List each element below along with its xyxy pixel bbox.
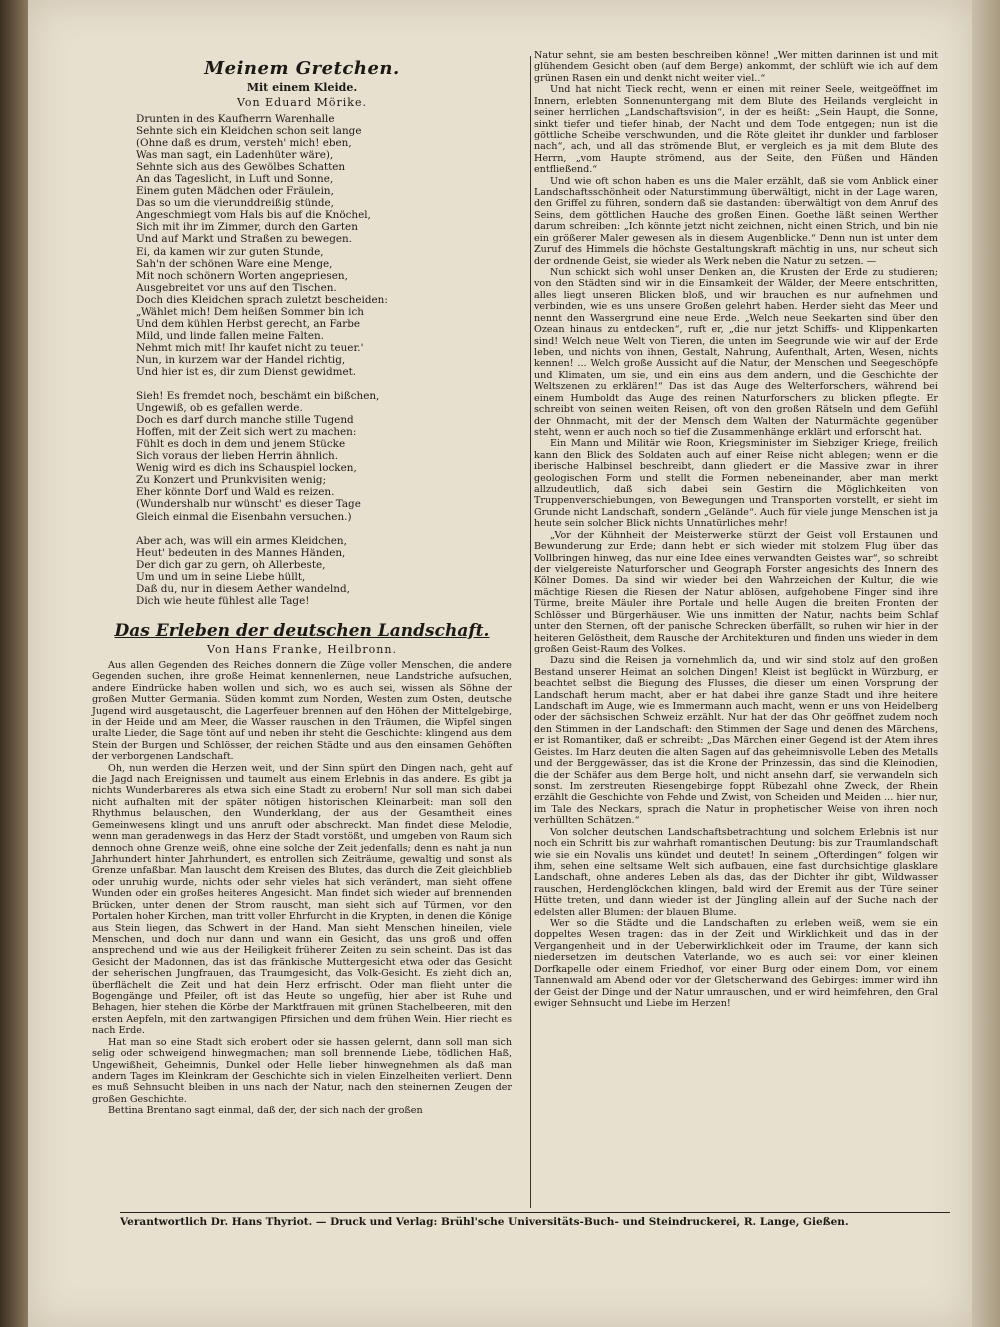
poem-stanza [136, 390, 512, 523]
poem-line: Sehnte sich aus des Gewölbes Schatten [136, 161, 346, 174]
poem-line: Angeschmiegt vom Hals bis auf die Knöchel, [136, 209, 371, 222]
poem-line: Und auf Markt und Straßen zu bewegen. [136, 233, 353, 246]
poem-line: Gleich einmal die Eisenbahn versuchen.) [136, 510, 352, 523]
poem-line: Sich voraus der lieben Herrin ähnlich. [136, 450, 339, 463]
poem-line: „Wählet mich! Dem heißen Sommer bin ich [136, 305, 364, 318]
poem-line: An das Tageslicht, in Luft und Sonne, [136, 173, 334, 186]
poem-line: Sieh! Es fremdet noch, beschämt ein bißchen, [136, 390, 380, 403]
poem-line: Sehnte sich ein Kleidchen schon seit lange [136, 125, 362, 138]
poem-stanza [136, 535, 512, 607]
poem-line: Und dem kühlen Herbst gerecht, an Farbe [136, 317, 361, 330]
poem-body [136, 113, 512, 607]
article-paragraph: Aus allen Gegenden des Reiches donnern die Züge voller Menschen, die andere Gegenden suchen, ihre große Heimat kennenlernen, neue Landstriche aufsuchen, andere Eindrücke haben wollen und sich, wo es auch sei, wissen als Söhne der großen Mutter Germania. Süden kommt zum Norden, Westen zum Osten, deutsche Jugend wird ausgetauscht, die Lagerfeuer brennen auf den Höhen der Mittelgebirge, in der Heide und am Meer, die Wasser rauschen in den Träumen, die Wipfel singen uralte Lieder, die Sage tönt auf und neben ihr steht die Geschichte: klingend aus dem Stein der Burgen und Schlösser, der reichen Städte und aus den einsamen Gehöften der verborgenen Landschaft. [92, 659, 512, 763]
poem-line: Was man sagt, ein Ladenhüter wäre), [136, 149, 334, 162]
poem-line: Sich mit ihr im Zimmer, durch den Garten [136, 221, 358, 234]
poem-line: Hoffen, mit der Zeit sich wert zu machen: [136, 426, 357, 439]
footer-rule [120, 1212, 950, 1213]
poem-line: Doch dies Kleidchen sprach zuletzt bescheiden: [136, 293, 388, 306]
article-paragraph: „Vor der Kühnheit der Meisterwerke stürzt der Geist voll Erstaunen und Bewunderung zur Erde; dann hebt er sich wieder mit stolzem Flug über das Vollbringen hinweg, das nur eine Idee eines verwandten Geistes war“, so schreibt der vielgereiste Naturforscher und Geograph Forster angesichts des Innern des Kölner Domes. Da sind wir wieder bei den Wahrzeichen der Kultur, die wie mächtige Riesen die Riesen der Natur ablösen, aufgehobene Finger sind ihre Türme, breite Mäuler ihre Portale und helle Augen die breiten Fronten der Schlösser und Bürgerhäuser. Wie uns inmitten der Natur, nachts beim Schlaf unter den Sternen, oft der panische Schrecken überfällt, so ruhen wir hier in der heiteren Gelöstheit, dem Rausche der Architekturen und finden uns wieder in dem großen Geist-Raum des Volkes. [534, 529, 938, 655]
poem-line: Drunten in des Kaufherrn Warenhalle [136, 113, 335, 125]
poem-line: (Wundershalb nur wünscht' es dieser Tage [136, 498, 361, 511]
left-column [92, 50, 512, 1117]
poem-line: Eher könnte Dorf und Wald es reizen. [136, 486, 335, 499]
poem-line: Nehmt mich mit! Ihr kaufet nicht zu teuer.' [136, 341, 364, 354]
poem-subtitle: Mit einem Kleide. [246, 81, 358, 94]
article-right-text [520, 50, 938, 1009]
article-paragraph: Hat man so eine Stadt sich erobert oder sie hassen gelernt, dann soll man sich selig oder schweigend hinwegmachen; man soll brennende Liebe, tödlichen Haß, Ungewißheit, Geheimnis, Dunkel oder Helle lieber hinwegnehmen als daß man andern Tages im Kleinkram der Geschichte sich in vielen Einzelheiten verliert. Denn es muß Sehnsucht bleiben in uns nach der Natur, nach den steinernen Zeugen der großen Geschichte. [92, 1036, 512, 1105]
poem-line: Nun, in kurzem war der Handel richtig, [136, 353, 346, 366]
poem-title: Meinem Gretchen. [204, 58, 400, 79]
article-paragraph: Ein Mann und Militär wie Roon, Kriegsminister im Siebziger Kriege, freilich kann den Blick des Soldaten auch auf einer Reise nicht ablegen; wenn er die iberische Halbinsel beschreibt, dann gliedert er die Massive zwar in ihrer geologischen Form und stellt die Formen nebeneinander, aber man merkt allzudeutlich, daß sich dabei sein Gestirn die Möglichkeiten von Truppenverschiebungen, von Bewegungen und Transporten vorstellt, er sieht im Grunde nicht Landschaft, sondern „Gelände“. Auch für viele junge Menschen ist ja heute sein solcher Blick nichts Unnatürliches mehr! [534, 438, 938, 530]
poem-line: Fühlt es doch in dem und jenem Stücke [136, 438, 346, 451]
article-paragraph: Natur sehnt, sie am besten beschreiben könne! „Wer mitten darinnen ist und mit glühendem Gesicht oben (auf dem Berge) ankommt, der schlüft wie ich auf dem grünen Rasen ein und denkt nicht weiter viel..“ [534, 50, 938, 84]
poem-line: Ungewiß, ob es gefallen werde. [136, 402, 303, 415]
poem-line: Ausgebreitet vor uns auf den Tischen. [136, 281, 337, 294]
poem-line: Aber ach, was will ein armes Kleidchen, [136, 534, 347, 547]
article-paragraph: Und wie oft schon haben es uns die Maler erzählt, daß sie vom Anblick einer Landschaftsschönheit oder Naturstimmung überwältigt, nicht in der Lage waren, den Griffel zu führen, sondern daß sie dastanden: überwältigt von dem Anruf des Seins, dem göttlichen Hauche des großen Einen. Goethe läßt seinen Werther darum schreiben: „Ich könnte jetzt nicht zeichnen, nicht einen Strich, und bin nie ein größerer Maler gewesen als in diesem Augenblicke.“ Denn nun ist unter dem Zuruf des Himmels die höchste Gestaltungskraft mächtig in uns, nur scheut sich der ordnende Geist, sie wieder als Werk neben die Natur zu setzen. — [534, 175, 938, 267]
article-paragraph: Oh, nun werden die Herzen weit, und der Sinn spürt den Dingen nach, geht auf die Jagd nach Ereignissen und taumelt aus einem Erlebnis in das andere. Es gibt ja nichts Wunderbareres als etwa sich eine Stadt zu erobern! Nur soll man sich dabei nicht aufhalten mit der später nötigen historischen Kleinarbeit: man soll den Rhythmus belauschen, den Wunderklang, der aus der Gesamtheit eines Gemeinwesens klingt und uns anruft oder abschreckt. Man findet diese Melodie, wenn man geradenwegs in das Herz der Stadt vorstößt, und umgeben von Raum sich dennoch ohne Grenze weiß, ohne eine solche der Zeit jedenfalls; denn es naht ja nun Jahrhundert hinter Jahrhundert, es entrollen sich Zeiträume, gewaltig und sonst als Grenze unfaßbar. Man lauscht dem Kreisen des Blutes, das durch die Zeit gleichblieb oder unruhig wurde, nichts oder sehr vieles hat sich verändert, man sieht offene Wunden oder ein großes heiteres Angesicht. Man findet sich wieder auf brennenden Brücken, unter denen der Strom rauscht, man sieht sich auf Türmen, vor den Portalen hoher Kirchen, man tritt voller Ehrfurcht in die Krypten, in denen die Könige aus Stein liegen, das Schwert in der Hand. Man sieht Menschen hineilen, viele Menschen, und doch nur dann und wann ein Gesicht, das uns groß und offen ansprechend und wie aus der Heiligkeit früherer Zeiten zu sein scheint. Das ist das Gesicht der Madonnen, das ist das fränkische Muttergesicht etwa oder das Gesicht der seherischen Jungfrauen, das Traumgesicht, das Volk-Gesicht. Es zieht dich an, überflächelt die Zeit und hat dein Herz erfrischt. Oder man flieht unter die Bogengänge und Pfeiler, oft ist das Heute so ungefüg, hier aber ist Ruhe und Behagen, hier stehen die Körbe der Marktfrauen mit grünen Stachelbeeren, mit den ersten Aepfeln, mit den zartwangigen Pfirsichen und dem frühen Wein. Hier riecht es nach Erde. [92, 762, 512, 1037]
poem-line: Der dich gar zu gern, oh Allerbeste, [136, 558, 326, 571]
right-column [520, 50, 938, 1009]
poem-line: Mit noch schönern Worten angepriesen, [136, 269, 348, 282]
article-paragraph: Nun schickt sich wohl unser Denken an, die Krusten der Erde zu studieren; von den Städten sind wir in die Einsamkeit der Wälder, der Meere entschritten, alles liegt unseren Blicken bloß, und wir brauchen es nur aufnehmen und verbinden, wie es uns unsere Großen gelehrt haben. Herder sieht das Meer und nennt den Wassergrund eine neue Erde. „Welch neue Seekarten sind über den Ozean hinaus zu entdecken“, ruft er, „die nur jetzt Schiffs- und Klippenkarten sind! Welch neue Welt von Tieren, die unten im Seegrunde wie wir auf der Erde leben, und nichts von ihnen, Gestalt, Nahrung, Aufenthalt, Arten, Wesen, nichts kennen! ... Welch große Aussicht auf die Natur, der Menschen und Seegeschöpfe und Klimaten, um sie, und ein eins aus dem andern, und die Geschichte der Weltszenen zu erklären!“ Das ist das Auge des Welterforschers, während bei einem Humboldt das Auge des reinen Naturforschers zu blicken pflegte. Er schreibt von seinen weiten Reisen, oft von den großen Rätseln und dem Gefühl der Ohnmacht, mit der der Mensch dem Walten der Naturmächte gegenüber steht, wenn er auch noch so tief die Zusammenhänge erklärt und erforscht hat. [534, 267, 938, 438]
poem-line: Daß du, nur in diesem Aether wandelnd, [136, 582, 350, 595]
poem-line: Dich wie heute fühlest alle Tage! [136, 594, 310, 607]
book-binding [0, 0, 28, 1327]
poem-line: Ei, da kamen wir zur guten Stunde, [136, 245, 324, 258]
article-paragraph: Und hat nicht Tieck recht, wenn er einen mit reiner Seele, weitgeöffnet im Innern, erlebten Sonnenuntergang mit dem Blute des Heilands vergleicht in seiner herrlichen „Landschaftsvision“, in der es heißt: „Sein Haupt, die Sonne, sinkt tiefer und tiefer hinab, der Nacht und dem Tode entgegen; nun ist die göttliche Scheibe verschwunden, und die Röte gleitet ihr dunkler und farbloser nach“, ach, und all das strömende Blut, er vergleich es ja mit dem Blute des Herrn, „vom Haupte strömend, aus der Seite, den Füßen und Händen entfließend.“ [534, 84, 938, 176]
poem-stanza [136, 113, 512, 378]
article-paragraph: Von solcher deutschen Landschaftsbetrachtung und solchem Erlebnis ist nur noch ein Schritt bis zur wahrhaft romantischen Deutung: bis zur Traumlandschaft wie sie ein Novalis uns kündet und deutet! In seinem „Ofterdingen“ folgen wir ihm, sehen eine seltsame Welt sich aufbauen, eine fast durchsichtige glasklare Landschaft, ohne anderes Leben als das, das der Dichter ihr gibt, Wildwasser rauschen, Herdenglöckchen klingen, bald wird der Eremit aus der Türe seiner Hütte treten, und dann wieder ist der Jüngling allein auf der Suche nach der edelsten aller Blumen: der blauen Blume. [534, 826, 938, 918]
imprint-footer: Verantwortlich Dr. Hans Thyriot. — Druck und Verlag: Brühl'sche Universitäts-Buch- und Steindruckerei, R. Lange, Gießen. [120, 1216, 849, 1228]
poem-line: Doch es darf durch manche stille Tugend [136, 414, 354, 427]
poem-author: Von Eduard Mörike. [237, 96, 367, 109]
poem-line: Heut' bedeuten in des Mannes Händen, [136, 546, 346, 559]
article-left-text [92, 660, 512, 1117]
poem-line: Um und um in seine Liebe hüllt, [136, 570, 306, 583]
poem-line: Sah'n der schönen Ware eine Menge, [136, 257, 333, 270]
poem-line: Zu Konzert und Prunkvisiten wenig; [136, 474, 327, 487]
poem-line: Und hier ist es, dir zum Dienst gewidmet. [136, 365, 357, 378]
poem-line: Mild, und linde fallen meine Falten. [136, 329, 324, 342]
article-paragraph: Bettina Brentano sagt einmal, daß der, der sich nach der großen [108, 1105, 423, 1117]
poem-line: Das so um die vierunddreißig stünde, [136, 197, 334, 210]
poem-line: (Ohne daß es drum, versteh' mich! eben, [136, 137, 352, 150]
poem-line: Wenig wird es dich ins Schauspiel locken, [136, 462, 357, 475]
article-author: Von Hans Franke, Heilbronn. [207, 642, 397, 656]
page-edge [972, 0, 1000, 1327]
poem-line: Einem guten Mädchen oder Fräulein, [136, 185, 334, 198]
article-title: Das Erleben der deutschen Landschaft. [114, 620, 490, 641]
article-paragraph: Wer so die Städte und die Landschaften zu erleben weiß, wem sie ein doppeltes Wesen tragen: das in der Zeit und Wirklichkeit und das in der Vergangenheit und in der Ueberwirklichkeit oder im Traume, der kann sich niedersetzen im deutschen Vaterlande, wo es auch sei: vor einer kleinen Dorfkapelle oder einem Friedhof, vor einer Burg oder einem Dom, vor einem Tannenwald am Abend oder vor der Gletscherwand des Gebirges: immer wird ihn der Geist der Dinge und der Natur umrauschen, und er wird heimfehren, den Gral ewiger Sehnsucht und Liebe im Herzen! [534, 918, 938, 1010]
article-paragraph: Dazu sind die Reisen ja vornehmlich da, und wir sind stolz auf den großen Bestand unserer Heimat an solchen Dingen! Kleist ist beglückt in Würzburg, er beachtet selbst die Biegung des Flusses, die dieser um einen Vorsprung der Landschaft herum macht, aber er hat dabei ihre ganze Stadt und ihre heitere Landschaft im Auge, wie es Immermann auch macht, wenn er uns von Heidelberg oder der sächsischen Schweiz erzählt. Nur hat der das Ohr geöffnet zudem noch den Stimmen in der Landschaft: den Stimmen der Sage und denen des Märchens, er ist Romantiker, daß er schreibt: „Das Märchen einer Gegend ist der Atem ihres Geistes. Im Harz deuten die alten Sagen auf das geheimnisvolle Leben des Metalls und der Berggewässer, das ist die Krone der Prinzessin, das sind die Kleinodien, die der Schäfer aus dem Berge holt, und nicht ansehn darf, sie verwandeln sich sonst. Im zerstreuten Riesengebirge foppt Rübezahl ohne Zweck, der Rhein erzählt die Geschichte von Fehde und Zwist, von Scheiden und Meiden ... hier nur, im Tale des Neckars, sprach die Natur in prophetischer Weise von ihren noch verhüllten Schätzen.“ [534, 655, 938, 827]
